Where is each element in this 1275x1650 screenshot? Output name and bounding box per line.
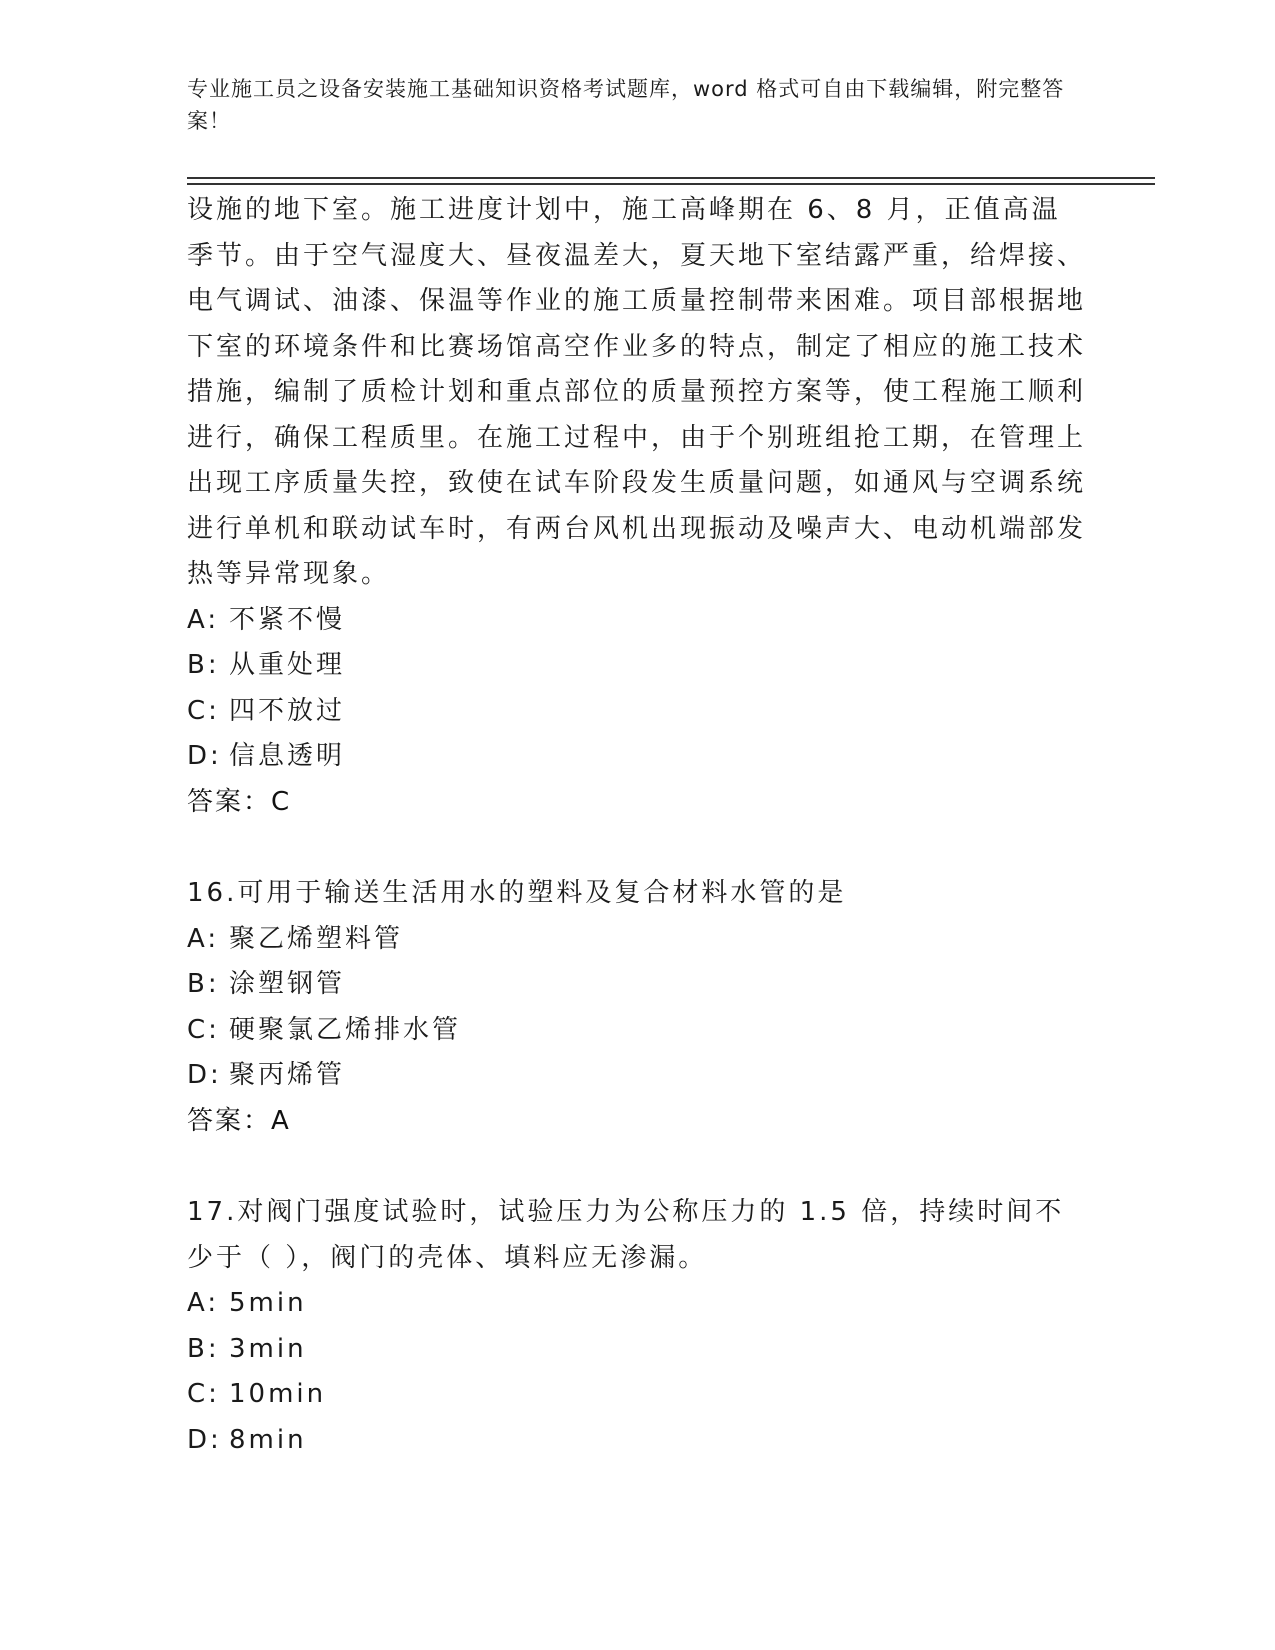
option-letter: C: <box>187 1379 220 1409</box>
question-17-option-d <box>187 1418 1087 1464</box>
question-16-option-a <box>187 917 1087 963</box>
option-letter: A: <box>187 923 220 954</box>
document-header: 专业施工员之设备安装施工基础知识资格考试题库，word 格式可自由下载编辑，附完整答案！ <box>187 77 1065 133</box>
question-15-answer: 答案：C <box>187 786 292 817</box>
question-17-option-c <box>187 1372 1087 1418</box>
question-15-stem: 设施的地下室。施工进度计划中，施工高峰期在 6、8 月，正值高温季节。由于空气湿度大、昼夜温差大，夏天地下室结露严重，给焊接、电气调试、油漆、保温等作业的施工质量控制带来困难。项目部根据地下室的环境条件和比赛场馆高空作业多的特点，制定了相应的施工技术措施，编制了质检计划和重点部位的质量预控方案等，使工程施工顺利进行，确保工程质里。在施工过程中，由于个别班组抢工期，在管理上出现工序质量失控，致使在试车阶段发生质量问题，如通风与空调系统进行单机和联动试车时，有两台风机出现振动及噪声大、电动机端部发热等异常现象。 <box>187 195 1087 589</box>
question-16-option-c <box>187 1008 1087 1054</box>
option-text: 不紧不慢 <box>229 604 346 635</box>
option-text: 5min <box>229 1288 307 1318</box>
option-text: 3min <box>229 1333 307 1364</box>
option-letter: A: <box>187 604 220 635</box>
option-text: 信息透明 <box>229 741 346 771</box>
option-letter: D: <box>187 741 222 771</box>
question-17 <box>187 1190 1087 1463</box>
question-list <box>187 188 1087 1463</box>
option-text: 8min <box>229 1424 307 1455</box>
option-letter: B: <box>187 969 220 999</box>
option-letter: B: <box>187 650 220 680</box>
option-text: 10min <box>229 1379 327 1409</box>
option-letter: B: <box>187 1333 220 1364</box>
spacer <box>187 1144 1087 1190</box>
question-17-option-b <box>187 1327 1087 1373</box>
option-text: 从重处理 <box>229 650 346 680</box>
header-divider-top <box>187 177 1155 179</box>
option-letter: C: <box>187 1014 220 1045</box>
question-15-option-a <box>187 598 1087 644</box>
question-15-option-c <box>187 689 1087 735</box>
question-17-option-a <box>187 1281 1087 1327</box>
option-text: 聚乙烯塑料管 <box>229 923 404 954</box>
question-17-stem: 17.对阀门强度试验时，试验压力为公称压力的 1.5 倍，持续时间不少于（ ），阀门的壳体、填料应无渗漏。 <box>187 1197 1065 1273</box>
question-16-option-d <box>187 1053 1087 1099</box>
option-text: 聚丙烯管 <box>229 1060 346 1090</box>
question-16 <box>187 871 1087 1144</box>
question-15-option-d <box>187 734 1087 780</box>
option-letter: D: <box>187 1424 222 1455</box>
question-15 <box>187 188 1087 825</box>
option-text: 硬聚氯乙烯排水管 <box>229 1014 462 1045</box>
question-15-option-b <box>187 643 1087 689</box>
option-letter: D: <box>187 1060 222 1090</box>
option-text: 涂塑钢管 <box>229 969 346 999</box>
question-16-answer: 答案：A <box>187 1105 291 1136</box>
question-16-option-b <box>187 962 1087 1008</box>
question-16-stem: 16.可用于输送生活用水的塑料及复合材料水管的是 <box>187 878 847 908</box>
spacer <box>187 825 1087 871</box>
header-divider-bottom <box>187 183 1155 185</box>
option-text: 四不放过 <box>229 695 346 726</box>
option-letter: C: <box>187 695 220 726</box>
option-letter: A: <box>187 1288 220 1318</box>
